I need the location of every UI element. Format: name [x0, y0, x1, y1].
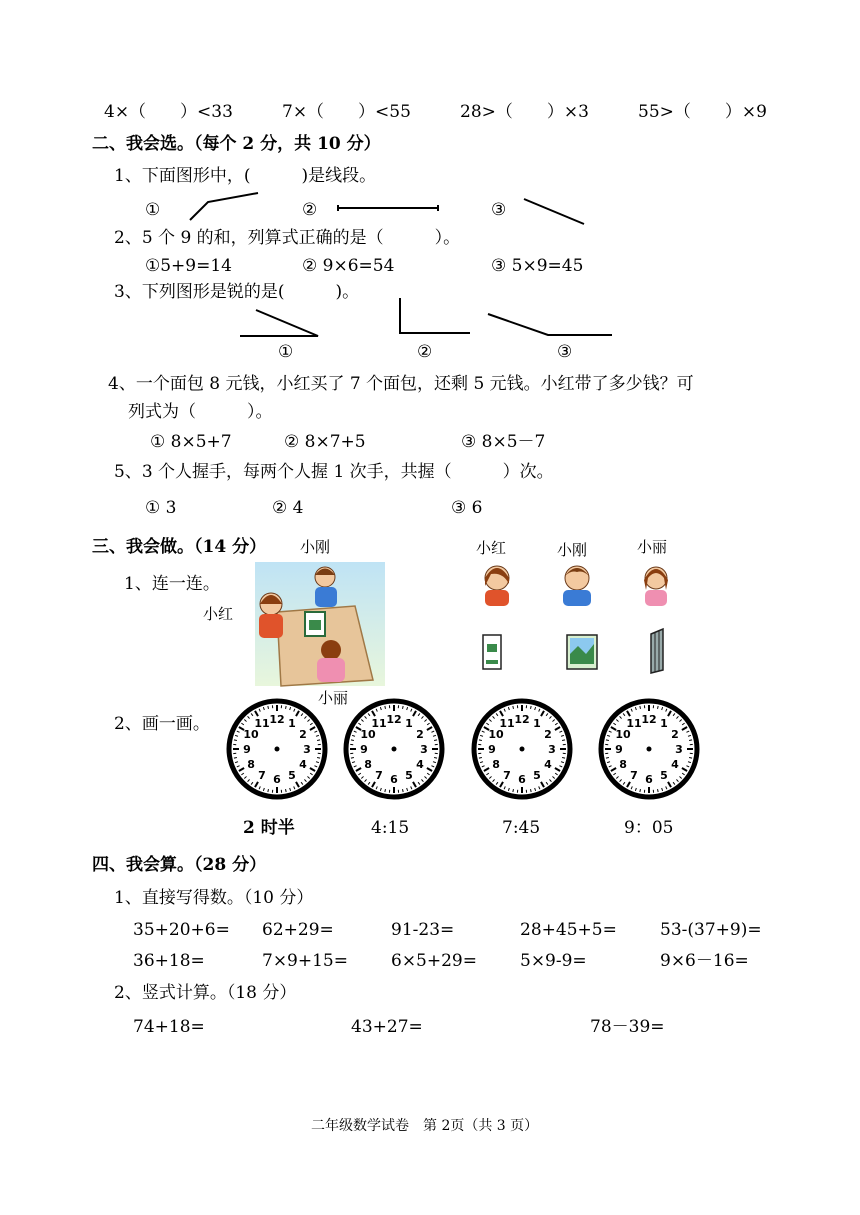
kid-label-xiaohong: 小红	[476, 539, 507, 557]
clock-numeral: 11	[254, 717, 270, 731]
scene-label-xiaoli: 小丽	[318, 689, 349, 707]
calc-r1-2: 62+29=	[262, 920, 334, 940]
clock-numeral: 9	[360, 743, 368, 756]
vertical-calc-1: 74+18=	[133, 1017, 205, 1037]
clock-numeral: 5	[660, 768, 668, 782]
clock-minute-tick	[531, 789, 532, 792]
compare-item-4: 55>（ ）×9	[638, 102, 767, 122]
s2-q4-option-3: ③ 8×5－7	[461, 432, 546, 452]
clock-numeral: 3	[675, 743, 683, 756]
clock-numeral: 2	[416, 728, 424, 741]
clock-numeral: 7	[258, 768, 266, 782]
s2-q3-figures	[0, 0, 860, 400]
clock-minute-tick	[640, 789, 641, 792]
clock-numeral: 4	[416, 758, 424, 771]
s4-q2-text: 2、竖式计算。（18 分）	[114, 983, 297, 1003]
clock-numeral: 3	[548, 743, 556, 756]
obtuse-angle-figure-3	[488, 314, 612, 335]
clock-minute-tick	[268, 789, 269, 792]
clock-minute-tick	[562, 740, 565, 741]
view-picture-top[interactable]	[566, 634, 598, 670]
kid-label-xiaogang: 小刚	[557, 541, 588, 559]
calc-r2-4: 5×9-9=	[520, 951, 587, 971]
clock-numeral: 9	[488, 743, 496, 756]
clock-numeral: 5	[533, 768, 541, 782]
clock-numeral: 10	[615, 728, 631, 741]
clock-numeral: 11	[499, 717, 515, 731]
clock-center-dot	[275, 747, 280, 752]
clock-numeral: 7	[375, 768, 383, 782]
clock-numeral: 1	[405, 717, 413, 731]
clock-face-2[interactable]	[342, 697, 446, 801]
clock-minute-tick	[403, 789, 404, 792]
vertical-calc-3: 78－39=	[590, 1017, 665, 1037]
clock-numeral: 6	[390, 773, 398, 786]
clock-numeral: 4	[671, 758, 679, 771]
clock-numeral: 8	[247, 758, 255, 771]
clock-minute-tick	[531, 706, 532, 709]
s2-q3-option-1: ①	[278, 342, 294, 362]
calc-r2-2: 7×9+15=	[262, 951, 348, 971]
s2-q4-line2: 列式为（ ）。	[128, 402, 273, 422]
clock-minute-tick	[351, 740, 354, 741]
clock-numeral: 11	[371, 717, 387, 731]
clock-minute-tick	[640, 706, 641, 709]
s2-q3-option-3: ③	[557, 342, 573, 362]
s2-q1-option-2: ②	[302, 200, 318, 220]
clock-minute-tick	[658, 789, 659, 792]
clock-minute-tick	[606, 758, 609, 759]
s2-q2-text: 2、5 个 9 的和，列算式正确的是（ ）。	[114, 228, 461, 248]
clock-minute-tick	[385, 789, 386, 792]
clock-minute-tick	[606, 740, 609, 741]
s2-q3-option-2: ②	[417, 342, 433, 362]
clock-numeral: 6	[273, 773, 281, 786]
clock-minute-tick	[385, 706, 386, 709]
clock-minute-tick	[479, 740, 482, 741]
clock-numeral: 8	[492, 758, 500, 771]
clock-minute-tick	[351, 758, 354, 759]
clock-minute-tick	[268, 706, 269, 709]
clock-minute-tick	[317, 758, 320, 759]
s2-q5-option-2: ② 4	[272, 498, 304, 518]
calc-r1-1: 35+20+6=	[133, 920, 230, 940]
calc-r1-5: 53-(37+9)=	[660, 920, 762, 940]
clock-minute-tick	[234, 740, 237, 741]
compare-item-2: 7×（ ）<55	[282, 102, 411, 122]
clock-numeral: 3	[420, 743, 428, 756]
clock-time-1: 2 时半	[243, 818, 295, 838]
clock-numeral: 2	[544, 728, 552, 741]
s2-q5-text: 5、3 个人握手，每两个人握 1 次手，共握（ ）次。	[114, 462, 554, 482]
compare-item-3: 28>（ ）×3	[460, 102, 589, 122]
view-picture-front[interactable]	[482, 634, 502, 670]
acute-angle-figure-1	[240, 310, 318, 336]
clock-numeral: 6	[645, 773, 653, 786]
clock-numeral: 1	[660, 717, 668, 731]
kid-label-xiaoli: 小丽	[637, 538, 668, 556]
clock-numeral: 10	[243, 728, 259, 741]
scene-label-xiaohong: 小红	[203, 605, 234, 623]
s4-q1-text: 1、直接写得数。（10 分）	[114, 888, 314, 908]
clock-numeral: 1	[288, 717, 296, 731]
clock-minute-tick	[562, 758, 565, 759]
kid-portrait-xiaogang[interactable]	[557, 562, 597, 606]
clock-numeral: 3	[303, 743, 311, 756]
s2-q1-option-1: ①	[145, 200, 161, 220]
clock-numeral: 7	[503, 768, 511, 782]
clock-minute-tick	[286, 789, 287, 792]
s3-q2-text: 2、画一画。	[114, 714, 210, 734]
clock-minute-tick	[689, 740, 692, 741]
scene-label-xiaogang: 小刚	[300, 538, 331, 556]
clock-minute-tick	[689, 758, 692, 759]
clock-minute-tick	[234, 758, 237, 759]
s3-q1-text: 1、连一连。	[124, 574, 220, 594]
section2-title: 二、我会选。（每个 2 分，共 10 分）	[92, 134, 381, 154]
clock-time-4: 9：05	[624, 818, 674, 838]
vertical-calc-2: 43+27=	[351, 1017, 423, 1037]
kid-portrait-xiaoli[interactable]	[638, 562, 674, 606]
right-angle-figure-2	[400, 298, 470, 333]
clock-face-4[interactable]	[597, 697, 701, 801]
clock-numeral: 11	[626, 717, 642, 731]
clock-time-2: 4:15	[371, 818, 410, 838]
calc-r2-1: 36+18=	[133, 951, 205, 971]
clock-minute-tick	[513, 789, 514, 792]
s2-q2-option-3: ③ 5×9=45	[491, 256, 584, 276]
s2-q1-text: 1、下面图形中，( )是线段。	[114, 166, 377, 186]
compare-item-1: 4×（ ）<33	[104, 102, 233, 122]
calc-r2-3: 6×5+29=	[391, 951, 477, 971]
clock-numeral: 12	[514, 713, 530, 726]
s2-q2-option-2: ② 9×6=54	[302, 256, 395, 276]
clock-minute-tick	[403, 706, 404, 709]
section4-title: 四、我会算。（28 分）	[92, 855, 267, 875]
clock-numeral: 4	[299, 758, 307, 771]
clock-numeral: 12	[641, 713, 657, 726]
calc-r1-3: 91-23=	[391, 920, 455, 940]
clock-numeral: 7	[630, 768, 638, 782]
clock-time-3: 7:45	[502, 818, 541, 838]
s2-q1-option-3: ③	[491, 200, 507, 220]
clock-minute-tick	[479, 758, 482, 759]
clock-minute-tick	[434, 740, 437, 741]
clock-minute-tick	[658, 706, 659, 709]
clock-minute-tick	[317, 740, 320, 741]
clock-minute-tick	[434, 758, 437, 759]
clock-numeral: 2	[299, 728, 307, 741]
s2-q4-option-1: ① 8×5+7	[150, 432, 232, 452]
clock-numeral: 5	[288, 768, 296, 782]
clock-numeral: 12	[269, 713, 285, 726]
clock-numeral: 4	[544, 758, 552, 771]
clock-numeral: 5	[405, 768, 413, 782]
s2-q4-option-2: ② 8×7+5	[284, 432, 366, 452]
s2-q5-option-3: ③ 6	[451, 498, 483, 518]
s2-q2-option-1: ①5+9=14	[145, 256, 232, 276]
clock-numeral: 1	[533, 717, 541, 731]
page-footer: 二年级数学试卷 第 2页（共 3 页）	[311, 1118, 539, 1134]
kid-portrait-xiaohong[interactable]	[479, 562, 515, 606]
calc-r2-5: 9×6－16=	[660, 951, 749, 971]
section3-title: 三、我会做。（14 分）	[92, 537, 267, 557]
clock-center-dot	[520, 747, 525, 752]
s2-q5-option-1: ① 3	[145, 498, 177, 518]
clock-minute-tick	[286, 706, 287, 709]
clock-numeral: 2	[671, 728, 679, 741]
clock-numeral: 10	[488, 728, 504, 741]
clock-center-dot	[392, 747, 397, 752]
calc-r1-4: 28+45+5=	[520, 920, 617, 940]
clock-face-3[interactable]	[470, 697, 574, 801]
clock-numeral: 10	[360, 728, 376, 741]
s2-q4-line1: 4、一个面包 8 元钱，小红买了 7 个面包，还剩 5 元钱。小红带了多少钱？可	[108, 374, 694, 394]
table-scene-illustration	[255, 562, 385, 686]
clock-face-1[interactable]	[225, 697, 329, 801]
clock-numeral: 9	[243, 743, 251, 756]
clock-numeral: 8	[364, 758, 372, 771]
clock-numeral: 12	[386, 713, 402, 726]
clock-minute-tick	[513, 706, 514, 709]
s2-q3-text: 3、下列图形是锐的是( )。	[114, 282, 360, 302]
clock-numeral: 9	[615, 743, 623, 756]
clock-numeral: 6	[518, 773, 526, 786]
view-picture-side[interactable]	[647, 628, 669, 674]
clock-center-dot	[647, 747, 652, 752]
clock-numeral: 8	[619, 758, 627, 771]
